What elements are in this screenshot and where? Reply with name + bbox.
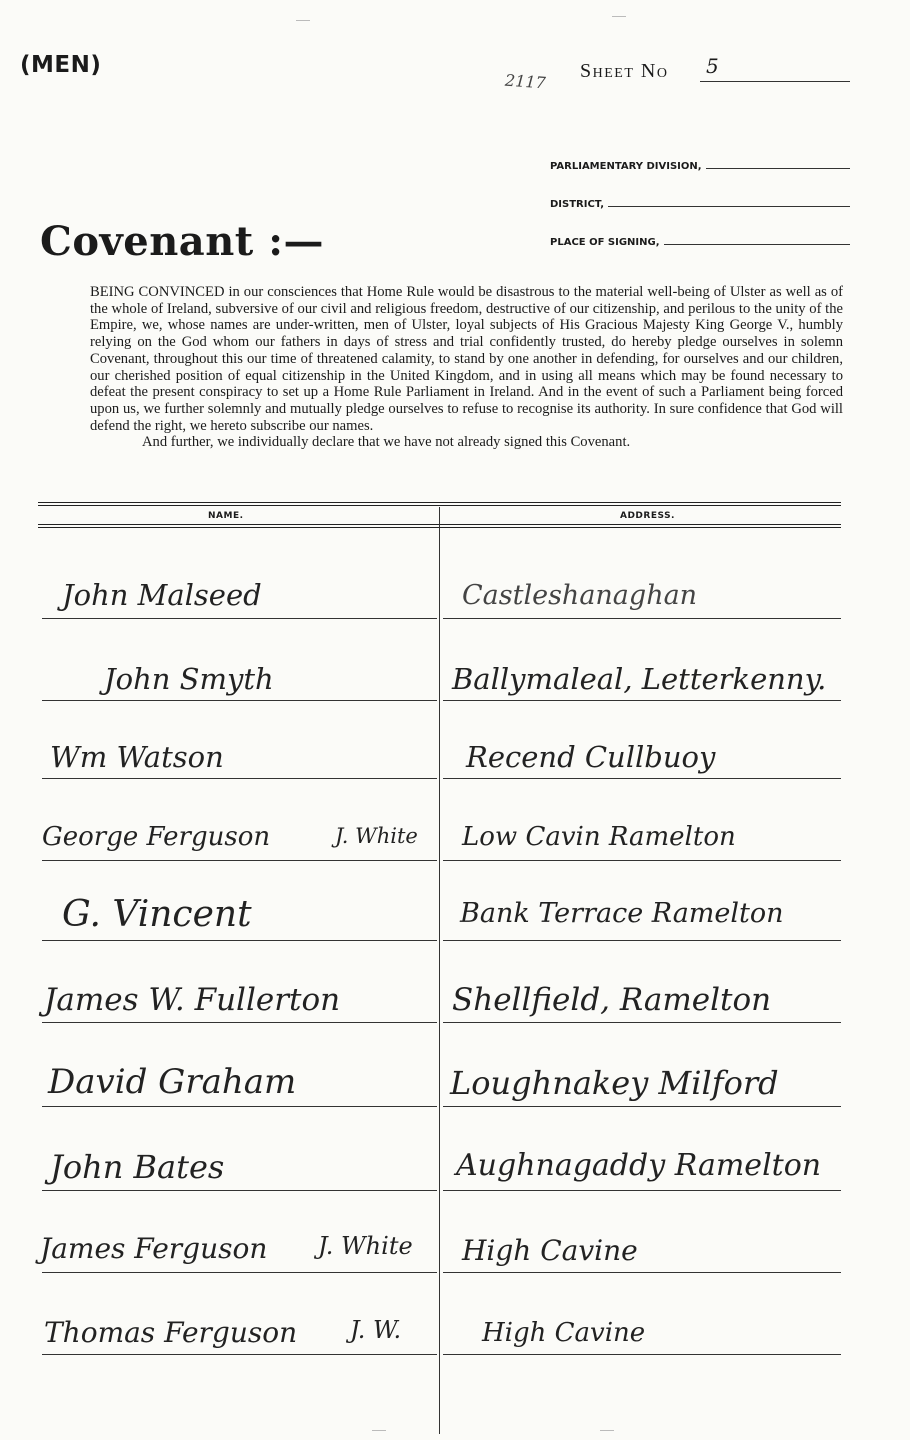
place-of-signing-line (664, 244, 850, 245)
signature-name: Thomas Ferguson (44, 1316, 298, 1349)
signature-address: Ballymaleal, Letterkenny. (452, 662, 827, 696)
name-line (42, 940, 437, 941)
sheet-number-value: 5 (706, 54, 721, 78)
address-line (443, 860, 841, 861)
signature-name: John Bates (50, 1148, 225, 1186)
signature-name: G. Vincent (62, 894, 252, 935)
column-divider (439, 507, 440, 1434)
witness-note: J. White (335, 824, 418, 848)
signature-address: Shellfield, Ramelton (452, 982, 772, 1018)
witness-note: J. W. (350, 1316, 402, 1344)
district-line (608, 206, 850, 207)
name-line (42, 1022, 437, 1023)
place-of-signing-field (550, 230, 850, 248)
district-field (550, 192, 850, 210)
sheet-number-line (700, 81, 850, 82)
paper-mark (600, 1430, 614, 1431)
name-line (42, 700, 437, 701)
district-label: DISTRICT, (550, 199, 604, 210)
reference-number: 2117 (504, 70, 547, 93)
address-line (443, 1190, 841, 1191)
signature-address: Bank Terrace Ramelton (460, 898, 784, 929)
declaration-paragraph: And further, we individually declare that we have not already signed this Covenant. (142, 434, 631, 451)
signature-name: John Malseed (62, 578, 262, 612)
name-column-header: NAME. (208, 511, 244, 521)
paper-mark (612, 16, 626, 17)
table-top-rule (38, 502, 841, 503)
covenant-title: Covenant :— (40, 218, 324, 265)
name-line (42, 1354, 437, 1355)
parliamentary-division-line (706, 168, 850, 169)
address-line (443, 1354, 841, 1355)
signature-address: Recend Cullbuoy (466, 740, 716, 774)
address-line (443, 1022, 841, 1023)
covenant-paragraph: BEING CONVINCED in our consciences that Home Rule would be disastrous to the material well-being of Ulster as well as of the whole of Ireland, subversive of our civil and religious freedom, destructive of our citizenship, and perilous to the unity of the Empire, we, whose names are under-written, men of Ulster, loyal subjects of His Gracious Majesty King George V., humbly relying on the God whom our fathers in days of stress and trial confidently trusted, do hereby pledge ourselves in solemn Covenant, throughout this our time of threatened calamity, to stand by one another in defending, for ourselves and our children, our cherished position of equal citizenship in the United Kingdom, and in using all means which may be found necessary to defeat the present conspiracy to set up a Home Rule Parliament in Ireland. And in the event of such a Parliament being forced upon us, we further solemnly and mutually pledge ourselves to refuse to recognise its authority. In sure confidence that God will defend the right, we hereto subscribe our names. (90, 284, 843, 434)
category-label: (MEN) (20, 52, 102, 78)
paper-mark (296, 20, 310, 21)
name-line (42, 1190, 437, 1191)
signature-name: James W. Fullerton (44, 982, 341, 1018)
covenant-text-block (90, 284, 843, 451)
witness-note: J. White (318, 1232, 413, 1260)
place-of-signing-label: PLACE OF SIGNING, (550, 237, 660, 248)
sheet-number-field (580, 54, 850, 84)
sheet-label: Sheet No (580, 60, 669, 82)
address-line (443, 1106, 841, 1107)
signature-address: High Cavine (482, 1318, 646, 1348)
signature-name: George Ferguson (42, 822, 271, 852)
name-line (42, 1272, 437, 1273)
parliamentary-division-label: PARLIAMENTARY DIVISION, (550, 161, 702, 172)
name-line (42, 618, 437, 619)
signature-address: Aughnagaddy Ramelton (456, 1148, 822, 1183)
signature-name: John Smyth (104, 662, 274, 696)
name-line (42, 860, 437, 861)
signature-name: Wm Watson (50, 740, 224, 774)
signature-address: High Cavine (462, 1234, 638, 1267)
address-line (443, 778, 841, 779)
address-line (443, 940, 841, 941)
address-column-header: ADDRESS. (620, 511, 675, 521)
address-line (443, 700, 841, 701)
parliamentary-division-field (550, 154, 850, 172)
name-line (42, 778, 437, 779)
signature-address: Castleshanaghan (462, 580, 698, 611)
address-line (443, 1272, 841, 1273)
address-line (443, 618, 841, 619)
signature-address: Loughnakey Milford (450, 1064, 779, 1102)
name-line (42, 1106, 437, 1107)
signature-address: Low Cavin Ramelton (462, 822, 736, 852)
signature-name: David Graham (48, 1062, 297, 1102)
signature-name: James Ferguson (40, 1232, 268, 1265)
table-top-rule-inner (38, 505, 841, 506)
paper-mark (372, 1430, 386, 1431)
